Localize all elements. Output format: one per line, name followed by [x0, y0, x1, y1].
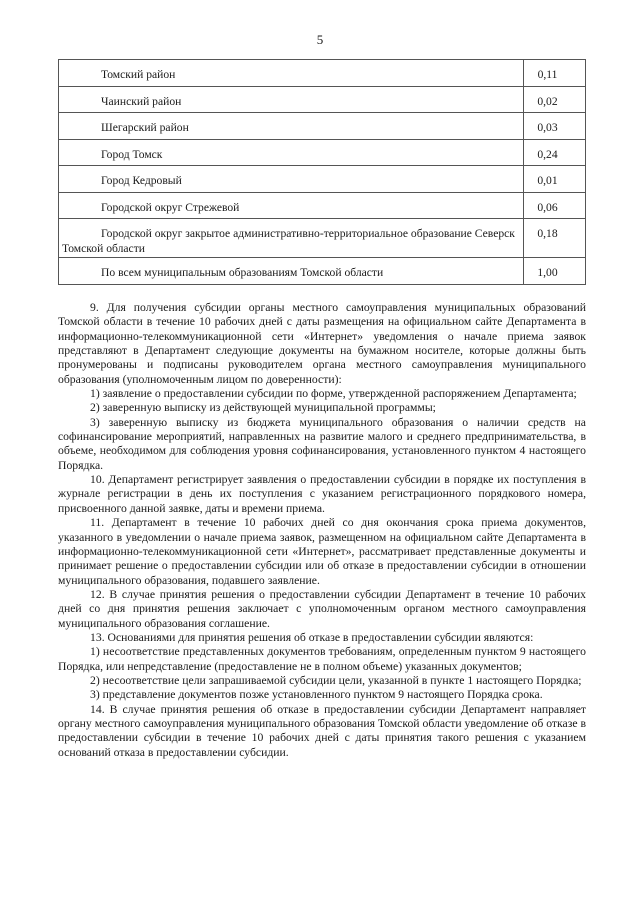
municipality-name: Томский район: [59, 60, 524, 87]
paragraph-9-item-1: 1) заявление о предоставлении субсидии по форме, утвержденной распоряжением Департамента;: [90, 387, 577, 401]
paragraph-11: 11. Департамент в течение 10 рабочих дней со дня окончания срока приема документов, указанного в уведомлении о начале приема заявок, размещенном на официальном сайте Департамента в информационно-телекоммуникационной сети «Интернет», рассматривает представленные документы и принимает решение о предоставлении субсидии или об отказе в предоставлении субсидии в отношении муниципального образования, подавшего заявление.: [58, 516, 586, 587]
share-value: 0,06: [524, 192, 586, 219]
share-value: 0,24: [524, 139, 586, 166]
share-value: 0,03: [524, 113, 586, 140]
table-row: [59, 192, 586, 219]
share-value: 0,18: [524, 219, 586, 258]
share-value: 0,11: [524, 60, 586, 87]
document-body: [58, 301, 586, 760]
table-row: [59, 258, 586, 285]
table-total-label: По всем муниципальным образованиям Томской области: [59, 258, 524, 285]
paragraph-13-item-3: 3) представление документов позже установленного пунктом 9 настоящего Порядка срока.: [90, 688, 543, 702]
table-row: [59, 86, 586, 113]
table-row: [59, 60, 586, 87]
paragraph-14: 14. В случае принятия решения об отказе в предоставлении субсидии Департамент направляет органу местного самоуправления муниципального образования Томской области уведомление об отказе в предоставлении субсидии в течение 10 рабочих дней с даты принятия такого решения с указанием оснований отказа в предоставлении субсидии.: [58, 702, 586, 759]
table-total-value: 1,00: [524, 258, 586, 285]
municipality-name: Город Томск: [59, 139, 524, 166]
table-row: [59, 139, 586, 166]
table-row: [59, 113, 586, 140]
municipality-name: Чаинский район: [59, 86, 524, 113]
paragraph-9: 9. Для получения субсидии органы местного самоуправления муниципальных образований Томской области в течение 10 рабочих дней с даты размещения на официальном сайте Департамента в информационно-телекоммуникационной сети «Интернет» уведомления о начале приема заявок представляют в Департамент следующие документы на бумажном носителе, которые должны быть пронумерованы и подписаны руководителем органа местного самоуправления муниципального образования (уполномоченным лицом по доверенности):: [58, 301, 586, 386]
paragraph-10: 10. Департамент регистрирует заявления о предоставлении субсидии в порядке их поступления в журнале регистрации в день их поступления с указанием регистрационного порядкового номера, присвоенного данной заявке, даты и времени приема.: [58, 473, 586, 515]
paragraph-12: 12. В случае принятия решения о предоставлении субсидии Департамент в течение 10 рабочих дней со дня принятия решения заключает с уполномоченным органом местного самоуправления муниципального образования соглашение.: [58, 587, 586, 630]
paragraph-13: 13. Основаниями для принятия решения об отказе в предоставлении субсидии являются:: [90, 630, 534, 644]
municipality-name: Шегарский район: [59, 113, 524, 140]
municipality-name: Город Кедровый: [59, 166, 524, 193]
paragraph-13-item-1: 1) несоответствие представленных документов требованиям, определенным пунктом 9 настоящего Порядка, или непредставление (предоставление не в полном объеме) указанных документов;: [58, 645, 586, 673]
table-row: [59, 219, 586, 258]
municipality-name: Городской округ Стрежевой: [59, 192, 524, 219]
page-number: 5: [316, 32, 324, 47]
paragraph-9-item-2: 2) заверенную выписку из действующей муниципальной программы;: [90, 401, 436, 415]
table-row: [59, 166, 586, 193]
paragraph-9-item-3: 3) заверенную выписку из бюджета муниципального образования о наличии средств на софинансирование мероприятий, направленных на развитие малого и среднего предпринимательства, в объеме, необходимом для соблюдения уровня софинансирования, установленного пунктом 4 настоящего Порядка.: [58, 415, 586, 472]
share-value: 0,01: [524, 166, 586, 193]
municipality-name: Городской округ закрытое административно-территориальное образование Северск Томской области: [59, 219, 524, 258]
share-value: 0,02: [524, 86, 586, 113]
paragraph-13-item-2: 2) несоответствие цели запрашиваемой субсидии цели, указанной в пункте 1 настоящего Порядка;: [90, 673, 582, 687]
municipality-shares-table: [58, 59, 586, 285]
